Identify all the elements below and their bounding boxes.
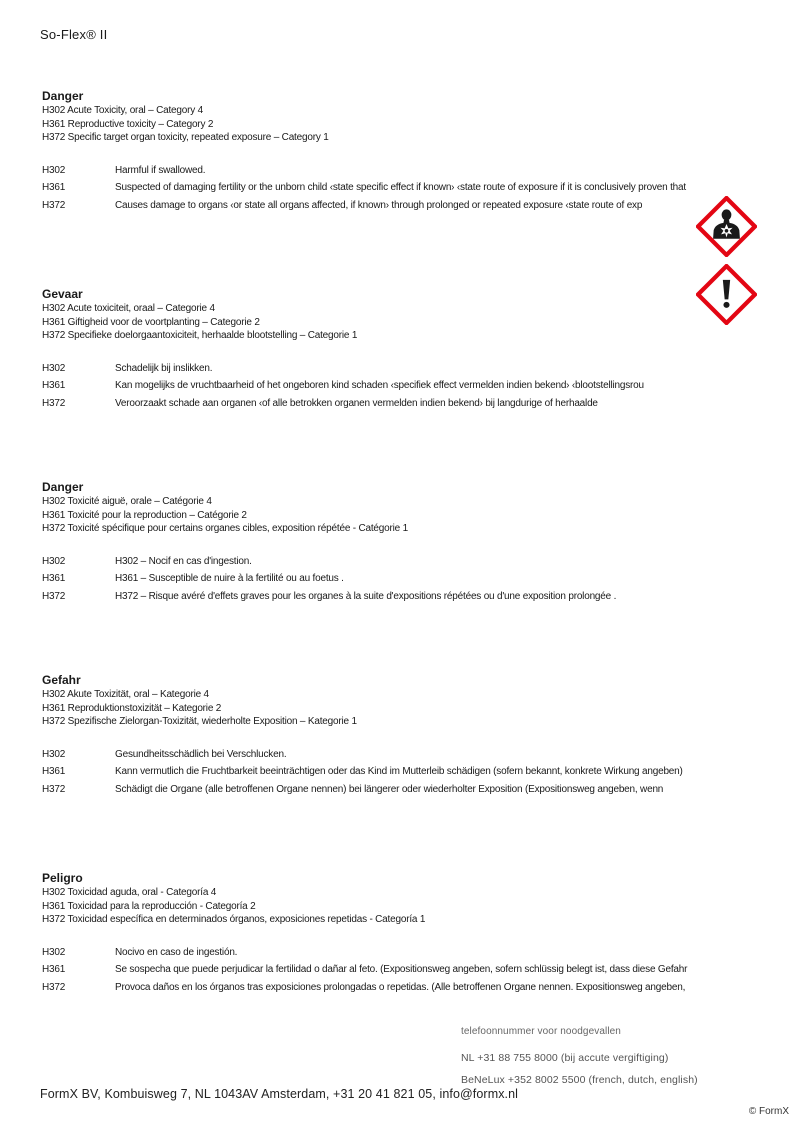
classification-line: H361 Giftigheid voor de voortplanting – Categorie 2 (42, 316, 260, 328)
hazard-code: H302 (42, 555, 66, 567)
hazard-text: H302 – Nocif en cas d'ingestion. (115, 555, 252, 567)
hazard-text: H361 – Susceptible de nuire à la fertilité ou au foetus . (115, 573, 344, 584)
hazard-code: H372 (42, 783, 66, 795)
classification-line: H372 Spezifische Zielorgan-Toxizität, wiederholte Exposition – Kategorie 1 (42, 716, 357, 727)
hazard-statement (42, 570, 742, 588)
company-footer: FormX BV, Kombuisweg 7, NL 1043AV Amsterdam, +31 20 41 821 05, info@formx.nl (40, 1087, 519, 1101)
classification-line: H361 Reproductive toxicity – Category 2 (42, 118, 214, 130)
hazard-code: H302 (42, 164, 66, 176)
hazard-text: Veroorzaakt schade aan organen ‹of alle betrokken organen vermelden indien bekend› bij langdurige of herhaalde (115, 397, 598, 409)
classification-line: H361 Toxicité pour la reproduction – Catégorie 2 (42, 509, 247, 521)
hazard-code: H372 (42, 199, 66, 211)
ghs07-exclamation-mark-icon (696, 264, 757, 325)
hazard-statement (42, 395, 742, 413)
hazard-statement (42, 746, 742, 764)
copyright-notice: © FormX (748, 1106, 789, 1117)
hazard-statement (42, 944, 742, 962)
hazard-text: Kann vermutlich die Fruchtbarkeit beeinträchtigen oder das Kind im Mutterleib schädigen (sofern bekannt, konkrete Wirkung angeben) (115, 766, 683, 777)
hazard-statement (42, 979, 742, 997)
hazard-statement (42, 588, 742, 606)
hazard-text: Schädigt die Organe (alle betroffenen Organe nennen) bei längerer oder wiederholter Exposition (Expositionsweg angeben, wenn (115, 783, 664, 795)
hazard-text: Suspected of damaging fertility or the unborn child ‹state specific effect if known› ‹state route of exposure if it is conclusively proven that (115, 182, 686, 193)
hazard-text: Se sospecha que puede perjudicar la fertilidad o dañar al feto. (Expositionsweg angeben, sofern schlüssig belegt ist, dass diese Gefahr (115, 964, 688, 975)
hazard-section-fr (42, 480, 742, 605)
classification-line: H361 Toxicidad para la reproducción - Categoría 2 (42, 900, 256, 912)
hazard-text: Kan mogelijks de vruchtbaarheid of het ongeboren kind schaden ‹specifiek effect vermelden indien bekend› ‹blootstellingsrou (115, 380, 644, 391)
hazard-section-nl (42, 287, 742, 412)
hazard-statement (42, 781, 742, 799)
hazard-code: H302 (42, 946, 66, 958)
emergency-contact-block (461, 1026, 698, 1088)
hazard-statement (42, 162, 742, 180)
signal-word: Peligro (42, 871, 83, 885)
emergency-title: telefoonnummer voor noodgevallen (461, 1026, 621, 1037)
hazard-text: Harmful if swallowed. (115, 164, 206, 176)
hazard-code: H302 (42, 748, 66, 760)
hazard-statement (42, 377, 742, 395)
hazard-statement (42, 360, 742, 378)
hazard-statement (42, 553, 742, 571)
hazard-text: H372 – Risque avéré d'effets graves pour les organes à la suite d'expositions répétées ou d'une exposition prolongée . (115, 590, 617, 602)
ghs08-health-hazard-icon (696, 196, 757, 257)
hazard-code: H361 (42, 182, 66, 193)
hazard-text: Schadelijk bij inslikken. (115, 362, 213, 374)
hazard-code: H361 (42, 766, 66, 777)
classification-line: H302 Akute Toxizität, oral – Kategorie 4 (42, 689, 209, 700)
hazard-statement (42, 763, 742, 781)
classification-line: H372 Toxicité spécifique pour certains organes cibles, exposition répétée - Catégorie 1 (42, 523, 408, 534)
hazard-text: Causes damage to organs ‹or state all organs affected, if known› through prolonged or repeated exposure ‹state route of exp (115, 199, 643, 211)
classification-line: H372 Specifieke doelorgaantoxiciteit, herhaalde blootstelling – Categorie 1 (42, 330, 358, 341)
signal-word: Gefahr (42, 673, 81, 687)
signal-word: Danger (42, 480, 84, 494)
hazard-code: H372 (42, 590, 66, 602)
hazard-code: H361 (42, 964, 66, 975)
hazard-statement (42, 197, 742, 215)
hazard-text: Provoca daños en los órganos tras exposiciones prolongadas o repetidas. (Alle betroffenen Organe nennen. Expositionsweg angeben, (115, 981, 686, 993)
classification-line: H372 Specific target organ toxicity, repeated exposure – Category 1 (42, 132, 329, 143)
hazard-section-es (42, 871, 742, 996)
hazard-statement (42, 961, 742, 979)
classification-line: H302 Toxicidad aguda, oral - Categoría 4 (42, 887, 217, 898)
hazard-code: H372 (42, 981, 66, 993)
classification-line: H302 Acute toxiciteit, oraal – Categorie 4 (42, 303, 215, 314)
hazard-text: Gesundheitsschädlich bei Verschlucken. (115, 748, 287, 760)
emergency-phone-nl: NL +31 88 755 8000 (bij accute vergiftiging) (461, 1052, 669, 1064)
hazard-section-en (42, 89, 742, 214)
emergency-phone-benelux: BeNeLux +352 8002 5500 (french, dutch, english) (461, 1074, 698, 1086)
hazard-code: H302 (42, 362, 66, 374)
classification-line: H361 Reproduktionstoxizität – Kategorie 2 (42, 702, 222, 714)
signal-word: Gevaar (42, 287, 83, 301)
hazard-section-de (42, 673, 742, 798)
hazard-code: H361 (42, 380, 66, 391)
product-name: So-Flex® II (40, 27, 108, 42)
hazard-statement (42, 179, 742, 197)
hazard-code: H372 (42, 397, 66, 409)
classification-line: H372 Toxicidad específica en determinados órganos, exposiciones repetidas - Categoría 1 (42, 914, 426, 925)
signal-word: Danger (42, 89, 84, 103)
classification-line: H302 Acute Toxicity, oral – Category 4 (42, 105, 204, 116)
hazard-text: Nocivo en caso de ingestión. (115, 946, 238, 958)
hazard-code: H361 (42, 573, 66, 584)
classification-line: H302 Toxicité aiguë, orale – Catégorie 4 (42, 496, 212, 507)
